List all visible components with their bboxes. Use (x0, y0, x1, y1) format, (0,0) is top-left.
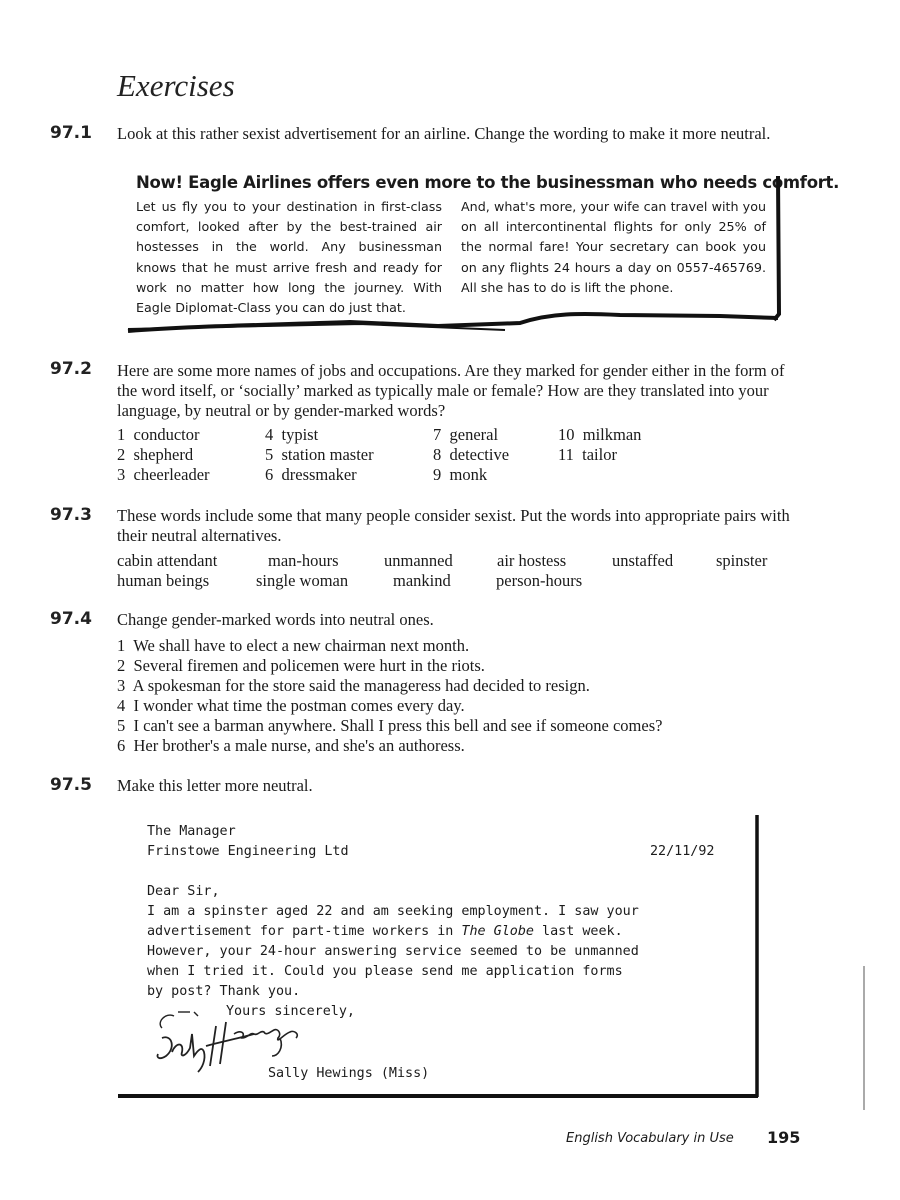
ad-headline: Now! Eagle Airlines offers even more to the businessman who needs comfort. (136, 173, 840, 192)
word-item: human beings (117, 571, 210, 590)
letter-salutation: Dear Sir, (147, 884, 220, 899)
list-item: 4 I wonder what time the postman comes every day. (117, 696, 465, 715)
exercise-instruction: Make this letter more neutral. (117, 776, 313, 795)
word-item: air hostess (497, 551, 567, 570)
word-item: cabin attendant (117, 551, 218, 570)
ad-column-right: And, what's more, your wife can travel with you on all intercontinental flights for only 25% of the normal fare! Your secretary can book you on any flights 24 hours a day on 0557-465769. All she has to do is lift the phone. (461, 199, 766, 295)
list-item: 11 tailor (558, 445, 617, 464)
letter-recipient: The Manager (147, 824, 236, 839)
exercise-number: 97.3 (50, 505, 92, 525)
word-item: man-hours (268, 551, 339, 570)
list-item: 3 cheerleader (117, 465, 210, 484)
letter-body-line: I am a spinster aged 22 and am seeking employment. I saw your (147, 904, 639, 919)
list-item: 10 milkman (558, 425, 642, 444)
page-number: 195 (767, 1128, 801, 1147)
list-item: 3 A spokesman for the store said the manageress had decided to resign. (117, 676, 590, 695)
page-title: Exercises (117, 68, 235, 103)
list-item: 2 Several firemen and policemen were hurt in the riots. (117, 656, 485, 675)
exercise-instruction: Change gender-marked words into neutral ones. (117, 610, 434, 629)
list-item: 7 general (433, 425, 499, 444)
letter-body-line: by post? Thank you. (147, 984, 301, 999)
letter-date: 22/11/92 (650, 844, 715, 859)
exercise-instruction: These words include some that many people consider sexist. Put the words into appropriate pairs with their neutral alternatives. (117, 506, 790, 545)
ad-column-left: Let us fly you to your destination in first-class comfort, looked after by the best-trained air hostesses in the world. Any businessman knows that he must arrive fresh and ready for work no matter how long the journey. With Eagle Diplomat-Class you can do just that. (136, 199, 442, 316)
list-item: 6 Her brother's a male nurse, and she's an authoress. (117, 736, 465, 755)
book-title: English Vocabulary in Use (566, 1131, 734, 1146)
exercise-number: 97.2 (50, 359, 92, 379)
list-item: 4 typist (265, 425, 319, 444)
exercise-instruction: Here are some more names of jobs and occupations. Are they marked for gender either in the form of the word itself, or ‘socially’ marked as typically male or female? How are they translated into your language, by neutral or by gender-marked words? (117, 361, 785, 420)
exercise-number: 97.1 (50, 123, 92, 143)
letter-body-line: when I tried it. Could you please send me application forms (147, 964, 623, 979)
letter-closing: Yours sincerely, (226, 1004, 355, 1019)
list-item: 1 We shall have to elect a new chairman next month. (117, 636, 470, 655)
letter-signoff: Sally Hewings (Miss) (268, 1066, 430, 1081)
exercise-instruction: Look at this rather sexist advertisement for an airline. Change the wording to make it more neutral. (117, 124, 771, 143)
word-item: single woman (256, 571, 349, 590)
word-item: mankind (393, 571, 451, 590)
list-item: 5 I can't see a barman anywhere. Shall I press this bell and see if someone comes? (117, 716, 663, 735)
exercise-number: 97.5 (50, 775, 92, 795)
list-item: 9 monk (433, 465, 488, 484)
word-item: unmanned (384, 551, 453, 570)
word-item: person-hours (496, 571, 583, 590)
list-item: 8 detective (433, 445, 510, 464)
letter-body-line: However, your 24-hour answering service seemed to be unmanned (147, 944, 639, 959)
word-item: spinster (716, 551, 768, 570)
list-item: 6 dressmaker (265, 465, 357, 484)
exercise-number: 97.4 (50, 609, 92, 629)
list-item: 2 shepherd (117, 445, 194, 464)
list-item: 5 station master (265, 445, 374, 464)
list-item: 1 conductor (117, 425, 200, 444)
letter-body-line: advertisement for part-time workers in The Globe last week. (147, 924, 623, 939)
letter-company: Frinstowe Engineering Ltd (147, 844, 349, 859)
word-item: unstaffed (612, 551, 674, 570)
